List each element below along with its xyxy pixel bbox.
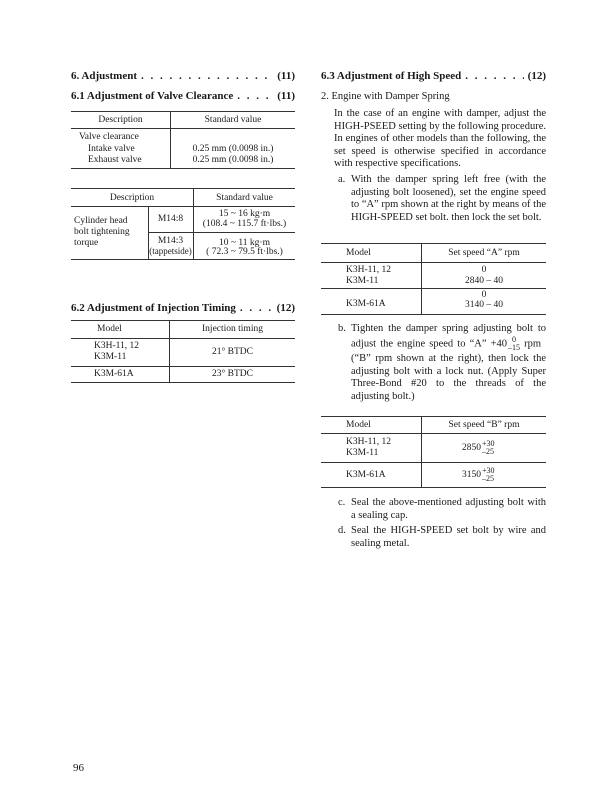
cell: K3M-11 — [346, 276, 379, 286]
cell: 2840 – 40 — [465, 276, 503, 286]
tolerance-upper: 0 — [512, 335, 517, 344]
heading-title: 6.2 Adjustment of Injection Timing — [71, 302, 236, 314]
column-header: Set speed “B” rpm — [448, 420, 520, 430]
tolerance-lower: –25 — [482, 474, 494, 483]
column-header: Standard value — [216, 193, 273, 203]
heading-6-2 — [71, 302, 295, 314]
heading-ref: (11) — [277, 70, 295, 82]
cell: K3M-11 — [94, 352, 127, 362]
cell: K3M-61A — [346, 470, 386, 480]
column-header: Injection timing — [202, 324, 263, 334]
heading-ref: (12) — [276, 302, 295, 314]
formula-text: adjust the engine speed to “A” +40 — [351, 338, 508, 350]
heading-6-1 — [71, 90, 295, 102]
cell: M14:3 — [157, 236, 184, 246]
step-a-text: With the damper spring left free (with the adjusting bolt loosened), set the engine speed to “A” rpm shown at the right by means of the HIGH-SPEED set bolt. then lock the set bolt. — [351, 174, 546, 223]
heading-title: 6.3 Adjustment of High Speed — [321, 70, 462, 82]
cell: K3H-11, 12 — [94, 341, 140, 351]
step-c-text: Seal the above-mentioned adjusting bolt with a sealing cap. — [351, 497, 546, 521]
heading-6 — [71, 70, 295, 82]
cell: 0 — [481, 290, 487, 300]
column-header: Description — [98, 115, 143, 125]
cell: (108.4 ~ 115.7 ft·lbs.) — [202, 219, 287, 229]
intro-paragraph: In the case of an engine with damper, adjust the HIGH-PSEED setting by the following procedure. In engines of other models than the following, the set speed is otherwise specified in accordance with respective specifications. — [334, 108, 546, 169]
page-number: 96 — [73, 762, 84, 774]
cell: K3H-11, 12 — [346, 265, 392, 275]
step-d-text: Seal the HIGH-SPEED set bolt by wire and sealing metal. — [351, 525, 546, 549]
list-marker: a. — [338, 174, 346, 185]
tolerance — [508, 336, 520, 352]
heading-title: 6. Adjustment — [71, 70, 138, 82]
step-b-rest: (“B” rpm shown at the right), then lock the adjusting bolt with a lock nut. (Apply Super Three-Bond #20 to the threads of the adjusting bolt.) — [351, 353, 546, 402]
speed-value: 3150 — [462, 470, 481, 481]
cell: 3140 – 40 — [465, 300, 503, 310]
tolerance-lower: –15 — [508, 343, 521, 352]
cell: 21° BTDC — [211, 347, 253, 357]
cell: torque — [74, 238, 99, 248]
cell: K3M-11 — [346, 448, 379, 458]
cell: 15 ~ 16 kg·m — [218, 209, 271, 219]
cell: M14:8 — [157, 214, 184, 224]
tolerance-upper: +30 — [482, 439, 495, 448]
cell: Exhaust valve — [88, 155, 142, 165]
subheading: 2. Engine with Damper Spring — [321, 91, 450, 102]
tolerance-upper: +30 — [482, 466, 495, 475]
cell: K3M-61A — [346, 299, 386, 309]
list-marker: d. — [338, 525, 346, 536]
column-header: Description — [109, 193, 155, 203]
cell: 0.25 mm (0.0098 in.) — [192, 144, 274, 154]
cell: Cylinder head — [74, 216, 128, 226]
step-b-formula — [351, 336, 546, 352]
cell — [462, 440, 495, 456]
column-header: Model — [97, 324, 122, 334]
cell: Valve clearance — [79, 132, 139, 142]
tolerance — [482, 467, 495, 483]
cell: Intake valve — [88, 144, 135, 154]
cell: K3M-61A — [94, 369, 134, 379]
column-header: Set speed “A” rpm — [448, 248, 520, 258]
list-marker: c. — [338, 497, 346, 508]
tolerance — [482, 440, 495, 456]
cell: 23° BTDC — [211, 369, 253, 379]
cell: (tappetside) — [149, 246, 192, 256]
cell: 0 — [481, 265, 487, 275]
cell: K3H-11, 12 — [346, 437, 392, 447]
speed-value: 2850 — [462, 443, 481, 454]
heading-ref: (12) — [527, 70, 546, 82]
cell: bolt tightening — [74, 227, 130, 237]
cell: 10 ~ 11 kg·m — [219, 238, 270, 248]
cell: 0.25 mm (0.0098 in.) — [192, 155, 274, 165]
cell — [462, 467, 495, 483]
list-marker: b. — [338, 323, 346, 334]
heading-ref: (11) — [277, 90, 295, 102]
heading-title: 6.1 Adjustment of Valve Clearance — [71, 90, 234, 102]
cell: ( 72.3 ~ 79.5 ft·lbs.) — [206, 247, 283, 257]
tolerance-lower: –25 — [482, 447, 494, 456]
column-header: Standard value — [204, 115, 262, 125]
formula-unit: rpm — [520, 338, 542, 350]
step-b-text: Tighten the damper spring adjusting bolt to — [351, 323, 546, 334]
heading-6-3 — [321, 70, 546, 82]
column-header: Model — [346, 420, 371, 430]
column-header: Model — [346, 248, 371, 258]
